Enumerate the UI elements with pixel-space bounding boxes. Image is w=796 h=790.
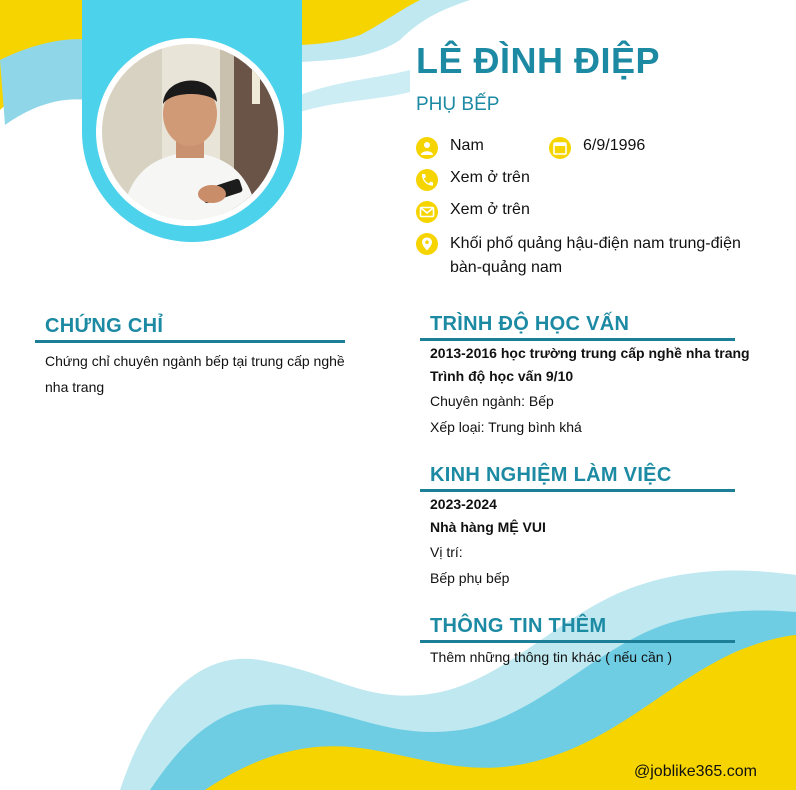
education-line-1: 2013-2016 học trường trung cấp nghề nha trang — [430, 345, 750, 361]
envelope-icon — [416, 201, 438, 223]
email-value: Xem ở trên — [450, 201, 530, 218]
experience-position: Bếp phụ bếp — [430, 570, 510, 586]
experience-title: KINH NGHIỆM LÀM VIỆC — [430, 464, 672, 486]
email-row — [416, 201, 530, 223]
candidate-role: PHỤ BẾP — [416, 94, 500, 115]
education-divider — [420, 338, 735, 341]
phone-icon — [416, 169, 438, 191]
extra-divider — [420, 640, 735, 643]
education-title: TRÌNH ĐỘ HỌC VẤN — [430, 313, 630, 335]
phone-value: Xem ở trên — [450, 169, 530, 186]
person-icon — [416, 137, 438, 159]
watermark: @joblike365.com — [634, 763, 757, 780]
extra-title: THÔNG TIN THÊM — [430, 615, 607, 637]
gender-row — [416, 137, 484, 159]
birthday-value: 6/9/1996 — [583, 137, 646, 154]
calendar-icon — [549, 137, 571, 159]
education-line-2: Trình độ học vấn 9/10 — [430, 368, 574, 384]
candidate-name: LÊ ĐÌNH ĐIỆP — [416, 40, 661, 81]
experience-divider — [420, 489, 735, 492]
location-pin-icon — [416, 233, 438, 255]
gender-value: Nam — [450, 137, 484, 154]
birthday-row — [549, 137, 645, 159]
address-row — [416, 233, 756, 280]
certificates-divider — [35, 340, 345, 343]
certificates-title: CHỨNG CHỈ — [45, 315, 164, 337]
experience-period: 2023-2024 — [430, 496, 497, 512]
phone-row — [416, 169, 530, 191]
certificates-line-2: nha trang — [45, 379, 105, 395]
extra-text: Thêm những thông tin khác ( nếu cần ) — [430, 649, 673, 665]
address-value: Khối phố quảng hậu-điện nam trung-điện bàn-quảng nam — [450, 235, 741, 276]
education-line-3: Chuyên ngành: Bếp — [430, 393, 554, 409]
experience-company: Nhà hàng MỆ VUI — [430, 519, 546, 535]
education-line-4: Xếp loại: Trung bình khá — [430, 419, 582, 435]
certificates-line-1: Chứng chỉ chuyên ngành bếp tại trung cấp nghề — [45, 353, 345, 369]
avatar — [102, 44, 278, 220]
experience-position-label: Vị trí: — [430, 544, 463, 560]
